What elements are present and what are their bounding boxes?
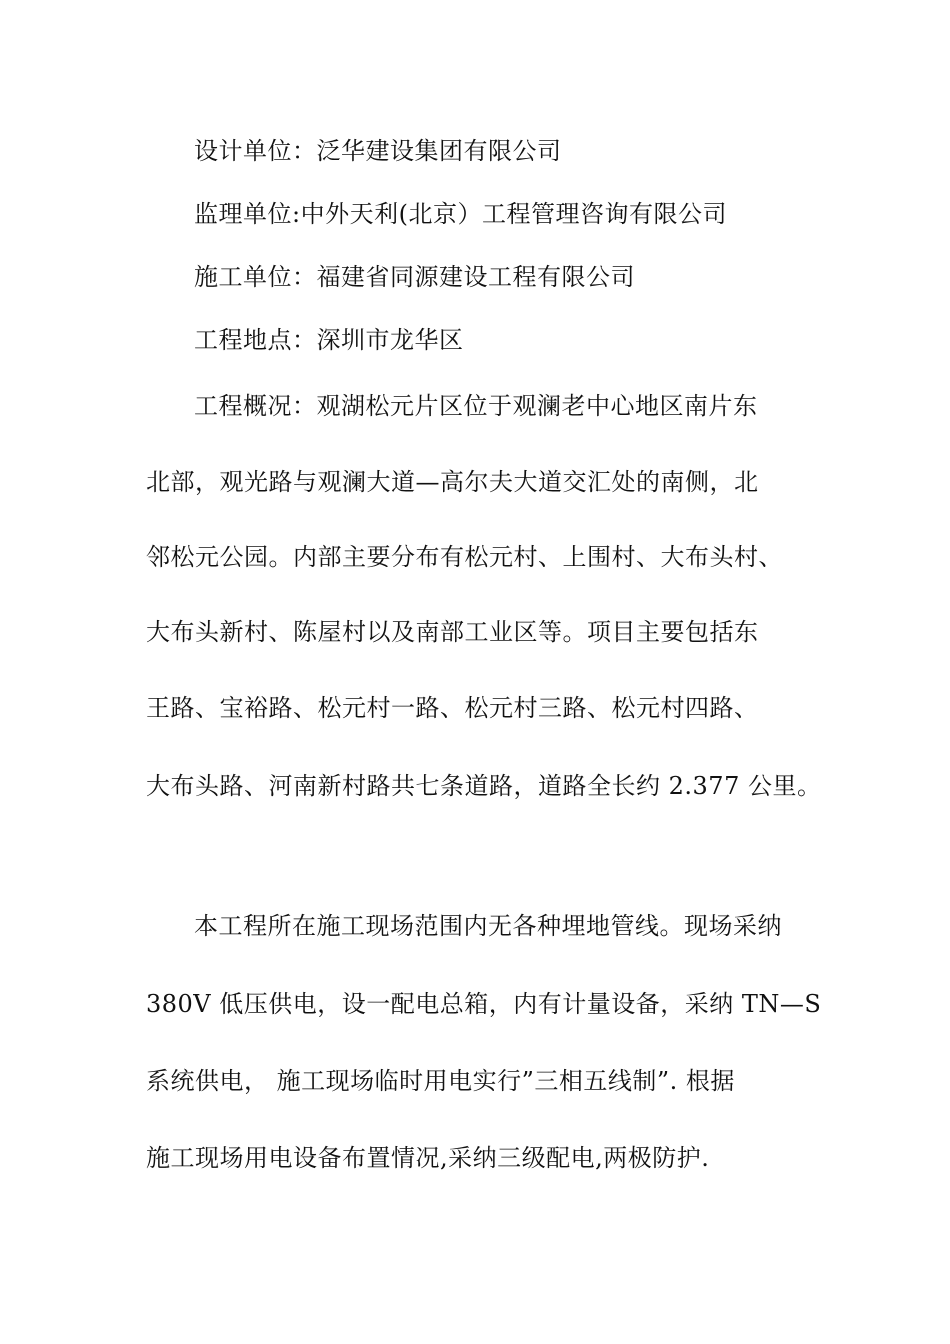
- supervision-unit-line: 监理单位:中外天利(北京）工程管理咨询有限公司: [194, 200, 727, 228]
- power-line: 系统供电， 施工现场临时用电实行”三相五线制”. 根据: [146, 1067, 735, 1095]
- overview-line: 大布头路、河南新村路共七条道路，道路全长约 2.377 公里。: [146, 772, 822, 800]
- overview-line: 工程概况：观湖松元片区位于观澜老中心地区南片东: [194, 392, 758, 420]
- construction-unit-line: 施工单位：福建省同源建设工程有限公司: [194, 263, 635, 291]
- power-line: 380V 低压供电，设一配电总箱，内有计量设备，采纳 TN—S: [146, 990, 822, 1018]
- power-line: 本工程所在施工现场范围内无各种埋地管线。现场采纳: [194, 912, 782, 940]
- design-unit-line: 设计单位：泛华建设集团有限公司: [194, 137, 562, 165]
- overview-line: 大布头新村、陈屋村以及南部工业区等。项目主要包括东: [146, 618, 759, 646]
- overview-line: 王路、宝裕路、松元村一路、松元村三路、松元村四路、: [146, 694, 759, 722]
- overview-line: 北部，观光路与观澜大道—高尔夫大道交汇处的南侧，北: [146, 468, 759, 496]
- overview-line: 邻松元公园。内部主要分布有松元村、上围村、大布头村、: [146, 543, 783, 571]
- power-line: 施工现场用电设备布置情况,采纳三级配电,两极防护.: [146, 1144, 710, 1172]
- location-line: 工程地点：深圳市龙华区: [194, 326, 464, 354]
